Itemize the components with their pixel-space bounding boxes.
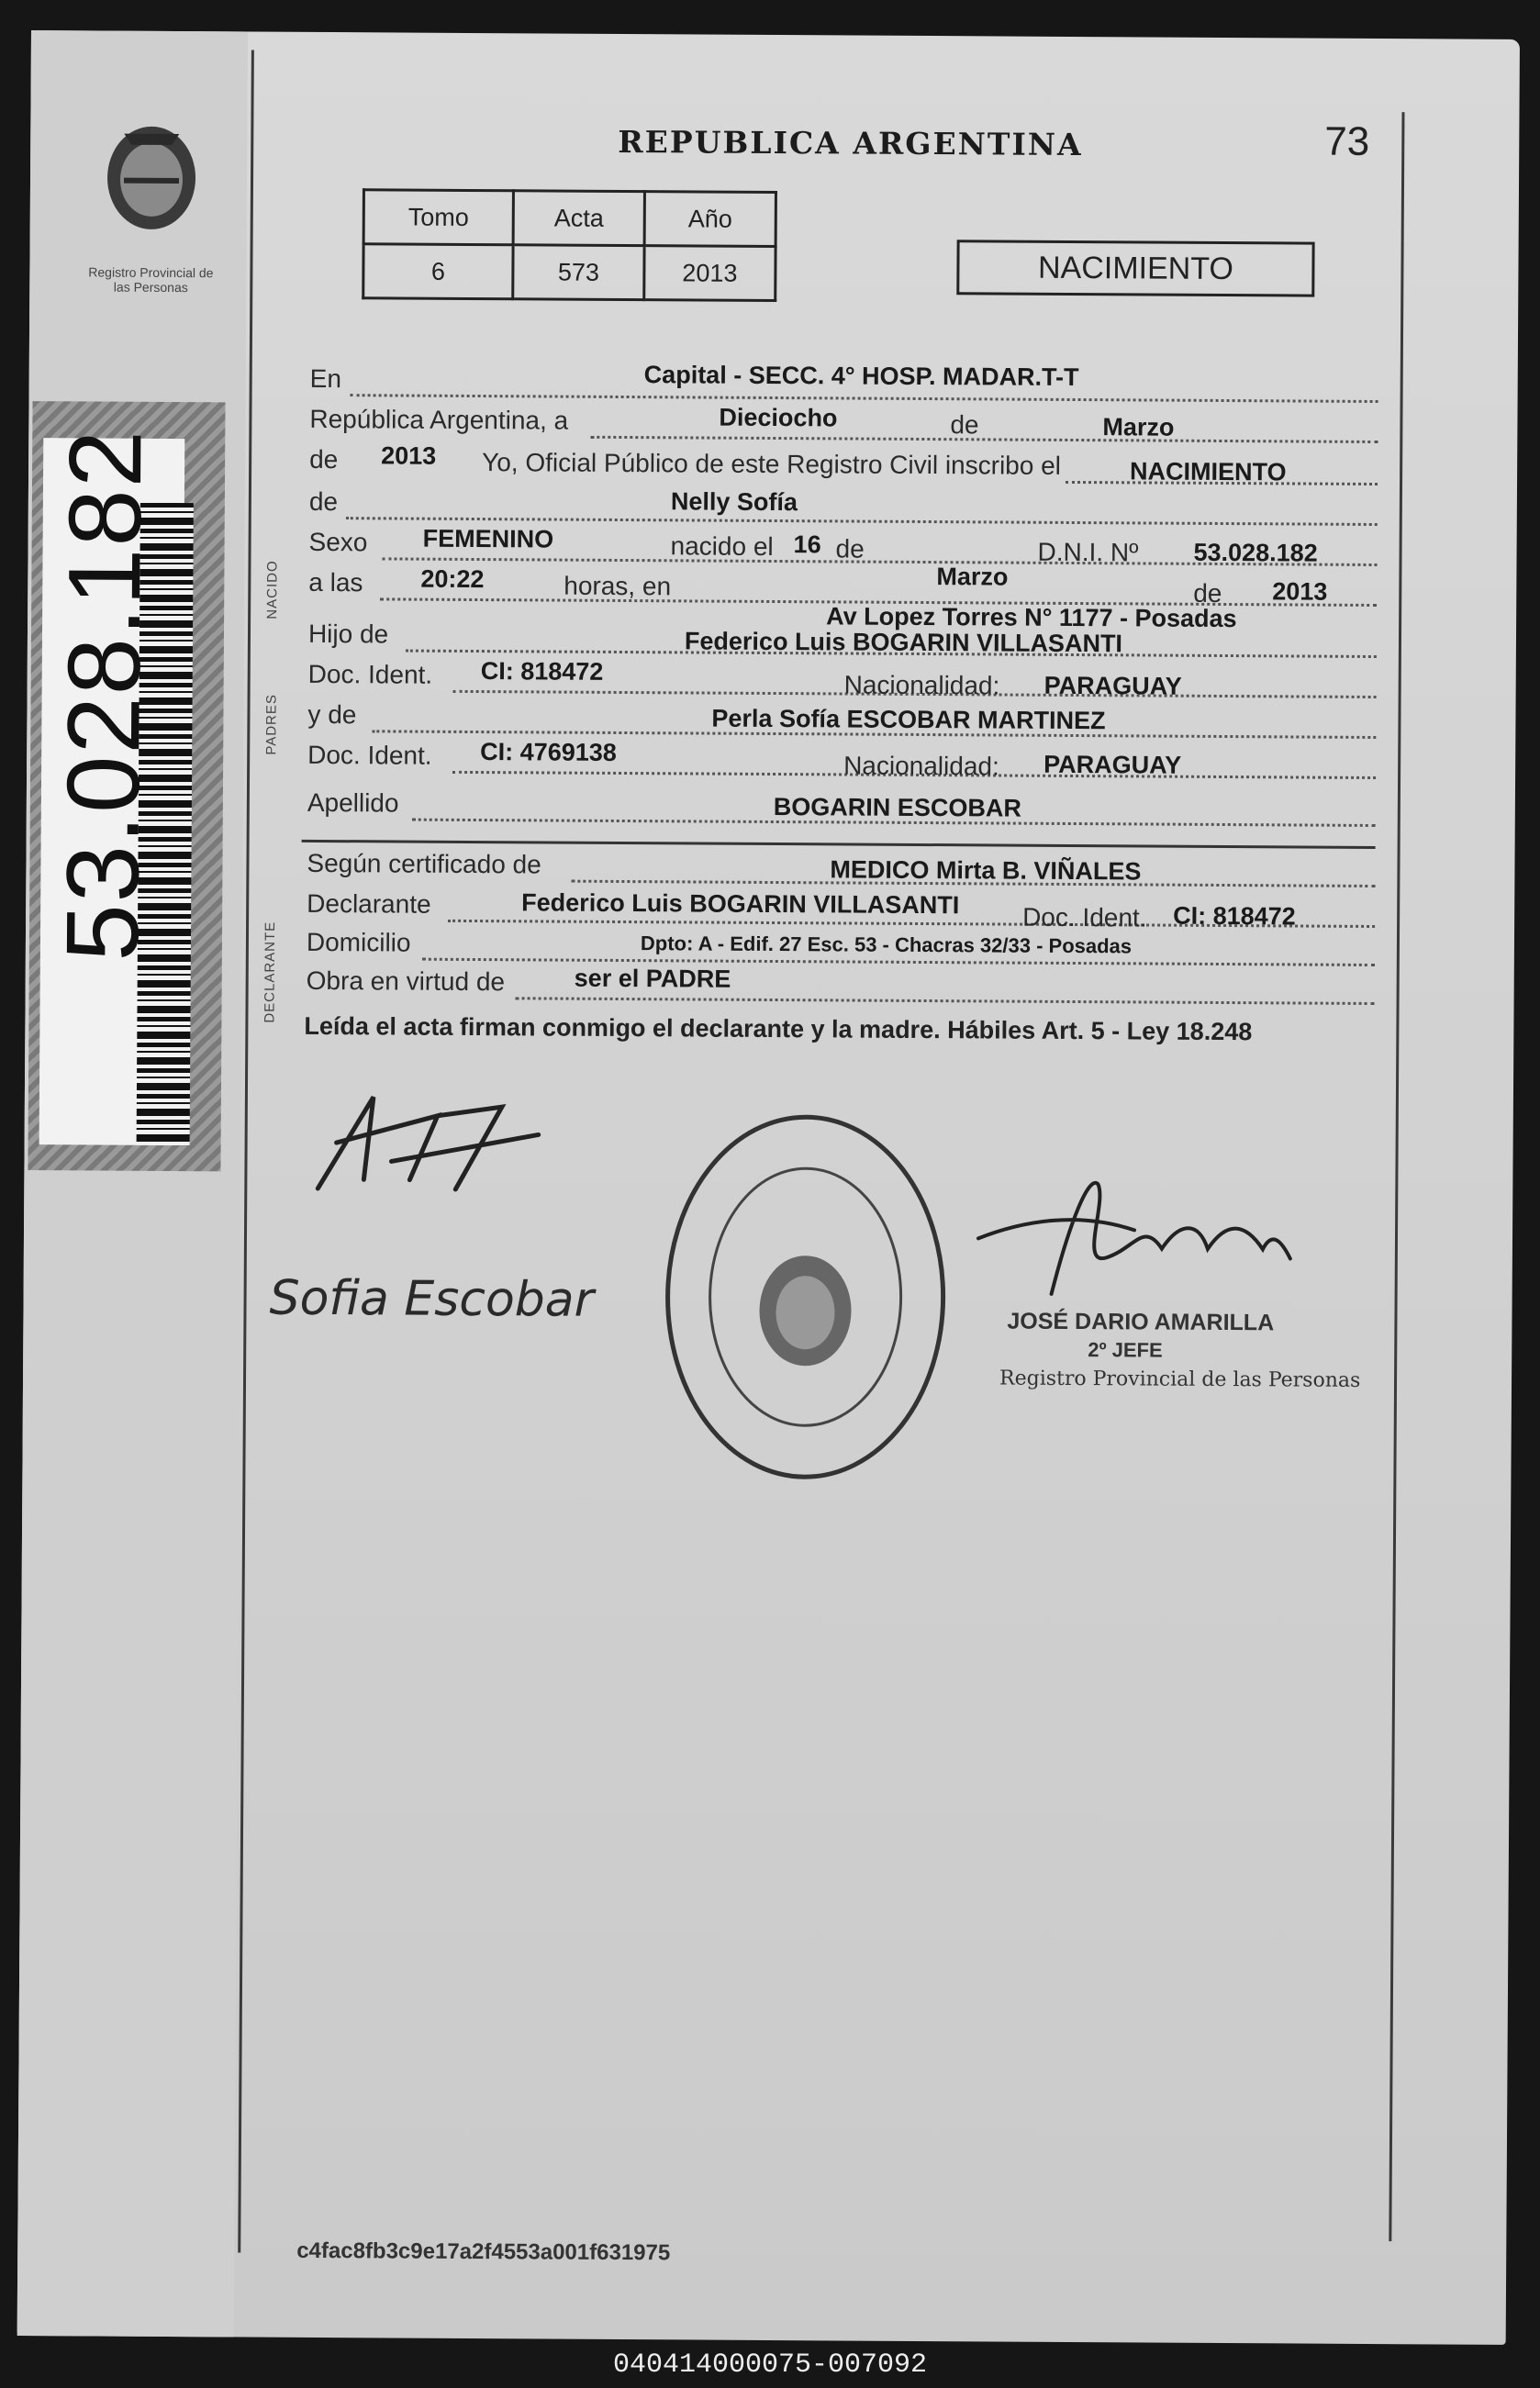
day-value: Dieciocho	[719, 403, 838, 432]
anio-value: 2013	[644, 246, 776, 301]
official-role: 2º JEFE	[1088, 1338, 1163, 1362]
mother-signature: Sofia Escobar	[269, 1270, 595, 1328]
oficial-text: Yo, Oficial Público de este Registro Civil inscribo el	[482, 448, 1062, 480]
father-nationality: PARAGUAY	[1043, 671, 1182, 700]
registry-table	[362, 188, 777, 302]
official-signature	[969, 1165, 1300, 1304]
obra-line	[516, 997, 1375, 1005]
month-value: Marzo	[1102, 413, 1175, 441]
domicilio-label: Domicilio	[306, 927, 411, 957]
obra-label: Obra en virtud de	[306, 965, 506, 997]
place-value: Av Lopez Torres N° 1177 - Posadas	[826, 602, 1237, 633]
y-de-label: y de	[307, 699, 357, 730]
republica-line	[590, 436, 1378, 443]
en-line	[351, 394, 1378, 403]
declarante-value: Federico Luis BOGARIN VILLASANTI	[521, 888, 960, 920]
name-label: de	[308, 486, 339, 517]
country-title: REPUBLICA ARGENTINA	[618, 123, 1083, 163]
hour-value: 20:22	[420, 564, 485, 594]
registry-table-values	[363, 244, 776, 301]
domicilio-value: Dpto: A - Edif. 27 Esc. 53 - Chacras 32/33 - Posadas	[640, 932, 1133, 958]
birth-day: 16	[793, 530, 821, 559]
en-value: Capital - SECC. 4° HOSP. MADAR.T-T	[643, 361, 1079, 392]
nacionalidad-label-1: Nacionalidad:	[843, 670, 1000, 700]
tag-number: 53.028.182	[44, 428, 163, 962]
right-margin-line	[1389, 112, 1404, 2241]
act-type-box: NACIMIENTO	[956, 240, 1314, 296]
birth-month: Marzo	[936, 563, 1009, 591]
doc-label-1: Doc. Ident.	[307, 659, 433, 689]
official-seal	[657, 1108, 953, 1486]
de-year-label: de	[309, 444, 339, 474]
padres-section-label: PADRES	[263, 694, 280, 755]
apellido-label: Apellido	[307, 787, 399, 818]
official-name: JOSÉ DARIO AMARILLA	[1007, 1308, 1275, 1336]
declarante-doc: CI: 818472	[1173, 901, 1296, 931]
official-registry: Registro Provincial de las Personas	[999, 1367, 1361, 1392]
certificado-value: MEDICO Mirta B. VIÑALES	[830, 855, 1142, 886]
hijo-label: Hijo de	[307, 619, 389, 649]
nacionalidad-label-2: Nacionalidad:	[843, 751, 999, 781]
document-hash: c4fac8fb3c9e17a2f4553a001f631975	[296, 2237, 671, 2266]
mother-nationality: PARAGUAY	[1043, 750, 1182, 779]
father-doc: CI: 818472	[480, 657, 604, 686]
tomo-value: 6	[363, 244, 513, 299]
domicilio-line	[422, 958, 1375, 966]
mother-doc: CI: 4769138	[480, 738, 617, 766]
coat-of-arms-icon	[86, 122, 216, 261]
mother-name: Perla Sofía ESCOBAR MARTINEZ	[711, 704, 1106, 735]
section-divider	[302, 840, 1376, 849]
tomo-header: Tomo	[363, 190, 513, 245]
acta-header: Acta	[513, 191, 644, 246]
registry-logo-text: Registro Provincial de las Personas	[88, 264, 214, 296]
id-tag	[28, 401, 225, 1171]
horas-label: horas, en	[564, 571, 672, 601]
de-label: de	[950, 410, 979, 440]
registry-logo	[86, 122, 216, 295]
declarant-signature	[299, 1078, 575, 1209]
declarante-section-label: DECLARANTE	[262, 921, 279, 1023]
registry-table-header	[363, 190, 776, 247]
declarante-label: Declarante	[307, 888, 431, 919]
inscribo-value: NACIMIENTO	[1130, 457, 1287, 486]
dni-value: 53.028.182	[1193, 538, 1318, 567]
year-value: 2013	[381, 441, 437, 470]
birth-de-label: de	[835, 534, 865, 564]
republica-label: República Argentina, a	[309, 404, 569, 435]
certificate-page	[17, 30, 1520, 2345]
footer-code: 040414000075-007092	[612, 2349, 928, 2381]
declarante-doc-label: Doc. Ident.	[1022, 902, 1147, 932]
acta-value: 573	[513, 245, 644, 300]
dni-label: D.N.I. Nº	[1037, 537, 1139, 567]
name-value: Nelly Sofía	[670, 487, 798, 517]
page-number: 73	[1324, 118, 1370, 164]
nacido-el-label: nacido el	[670, 531, 774, 561]
certificado-label: Según certificado de	[307, 848, 541, 879]
doc-label-2: Doc. Ident.	[307, 740, 432, 770]
anio-header: Año	[644, 192, 776, 247]
nacido-section-label: NACIDO	[264, 560, 281, 619]
obra-value: ser el PADRE	[574, 964, 731, 993]
birth-year-label: de	[1193, 578, 1222, 608]
father-name: Federico Luis BOGARIN VILLASANTI	[684, 627, 1123, 658]
en-label: En	[309, 363, 342, 394]
sexo-label: Sexo	[308, 527, 368, 557]
sexo-value: FEMENINO	[422, 524, 554, 553]
apellido-value: BOGARIN ESCOBAR	[773, 793, 1021, 822]
birth-year: 2013	[1272, 577, 1328, 606]
closing-note: Leída el acta firman conmigo el declarante y la madre. Hábiles Art. 5 - Ley 18.248	[304, 1011, 1253, 1046]
a-las-label: a las	[308, 567, 363, 597]
